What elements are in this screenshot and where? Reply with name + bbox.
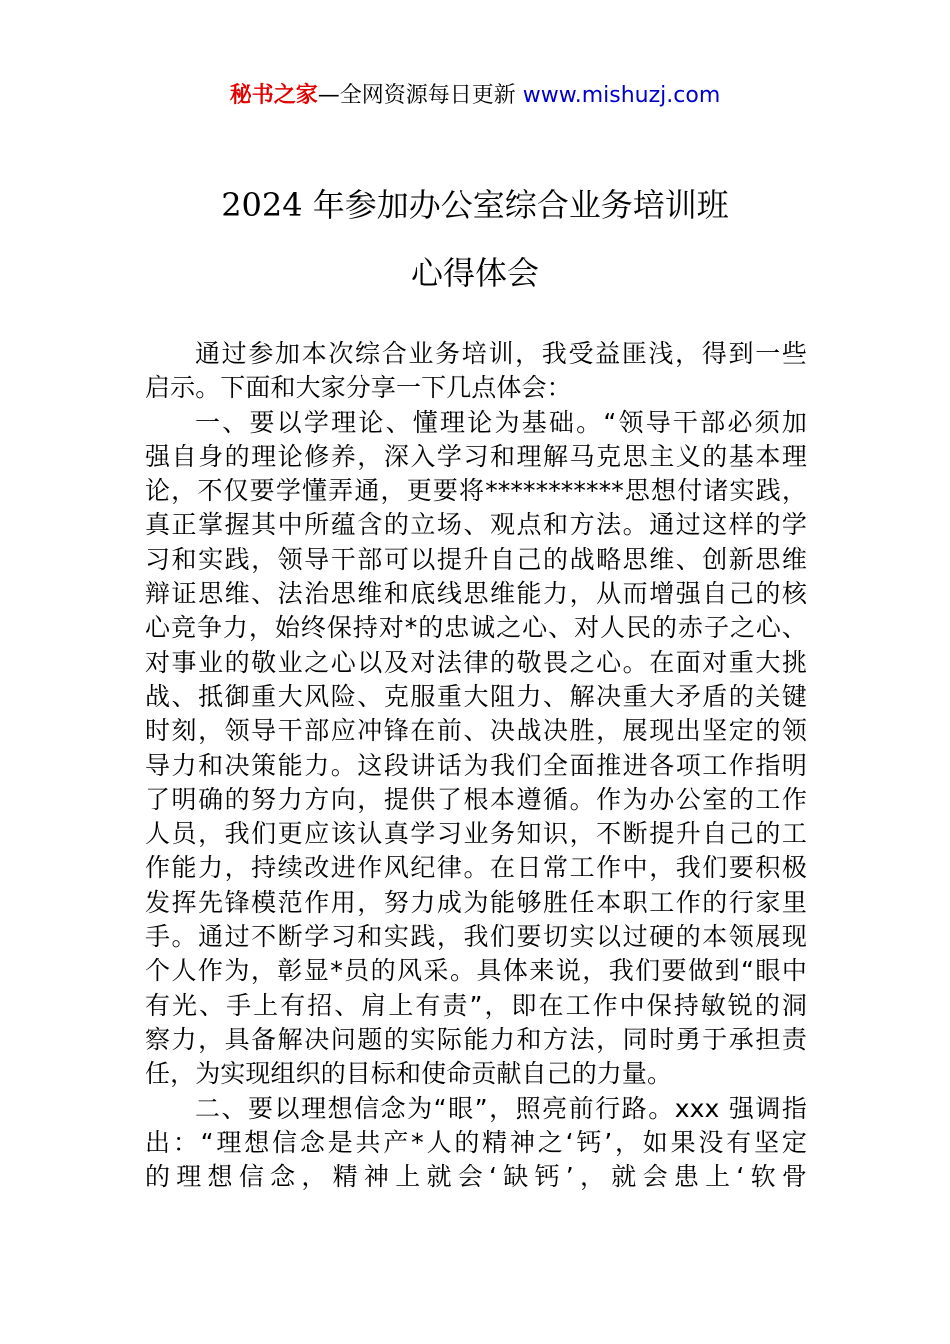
body-line: 发挥先锋模范作用，努力成为能够胜任本职工作的行家里 (145, 887, 807, 917)
body-line: 通过参加本次综合业务培训，我受益匪浅，得到一些 (195, 339, 807, 368)
body-line: 人员，我们更应该认真学习业务知识，不断提升自己的工 (145, 819, 807, 849)
body-line: 一、要以学理论、懂理论为基础。“领导干部必须加 (195, 407, 807, 437)
body-line: 心竞争力，始终保持对*的忠诚之心、对人民的赤子之心、 (145, 613, 807, 643)
body-line: 强自身的理论修养，深入学习和理解马克思主义的基本理 (145, 441, 807, 471)
body-line: 了明确的努力方向，提供了根本遵循。作为办公室的工作 (145, 784, 807, 814)
body-line: 论，不仅要学懂弄通，更要将***********思想付诸实践， (145, 476, 807, 506)
site-url-link[interactable]: www.mishuzj.com (522, 83, 721, 108)
brand-name: 秘书之家 (229, 83, 318, 108)
body-line: 战、抵御重大风险、克服重大阻力、解决重大矛盾的关键 (145, 681, 807, 711)
body-line: 作能力，持续改进作风纪律。在日常工作中，我们要积极 (145, 853, 807, 883)
body-line: 有光、手上有招、肩上有责”，即在工作中保持敏锐的洞 (145, 990, 807, 1020)
body-line: 启示。下面和大家分享一下几点体会： (145, 373, 572, 403)
document-title: 2024 年参加办公室综合业务培训班 (221, 186, 729, 224)
body-line: 真正掌握其中所蕴含的立场、观点和方法。通过这样的学 (145, 510, 807, 540)
site-header (0, 80, 950, 112)
body-line: 导力和决策能力。这段讲话为我们全面推进各项工作指明 (145, 750, 807, 780)
document-body (145, 337, 807, 1194)
header-tagline: —全网资源每日更新 (317, 83, 523, 108)
body-line: 个人作为，彰显*员的风采。具体来说，我们要做到“眼中 (145, 956, 807, 986)
body-line: 二、要以理想信念为“眼”，照亮前行路。xxx 强调指 (195, 1093, 807, 1123)
body-line: 的理想信念，精神上就会‘缺钙’，就会患上‘软骨 (145, 1162, 807, 1192)
body-line: 察力，具备解决问题的实际能力和方法，同时勇于承担责 (145, 1024, 807, 1054)
body-line: 辩证思维、法治思维和底线思维能力，从而增强自己的核 (145, 579, 807, 609)
document-subtitle: 心得体会 (410, 254, 539, 292)
body-line: 习和实践，领导干部可以提升自己的战略思维、创新思维 (145, 544, 807, 574)
body-line: 任，为实现组织的目标和使命贡献自己的力量。 (145, 1059, 673, 1089)
body-line: 出：“理想信念是共产*人的精神之‘钙’，如果没有坚定 (145, 1127, 807, 1157)
body-line: 时刻，领导干部应冲锋在前、决战决胜，展现出坚定的领 (145, 716, 807, 746)
body-line: 对事业的敬业之心以及对法律的敬畏之心。在面对重大挑 (145, 647, 807, 677)
body-line: 手。通过不断学习和实践，我们要切实以过硬的本领展现 (145, 922, 807, 952)
